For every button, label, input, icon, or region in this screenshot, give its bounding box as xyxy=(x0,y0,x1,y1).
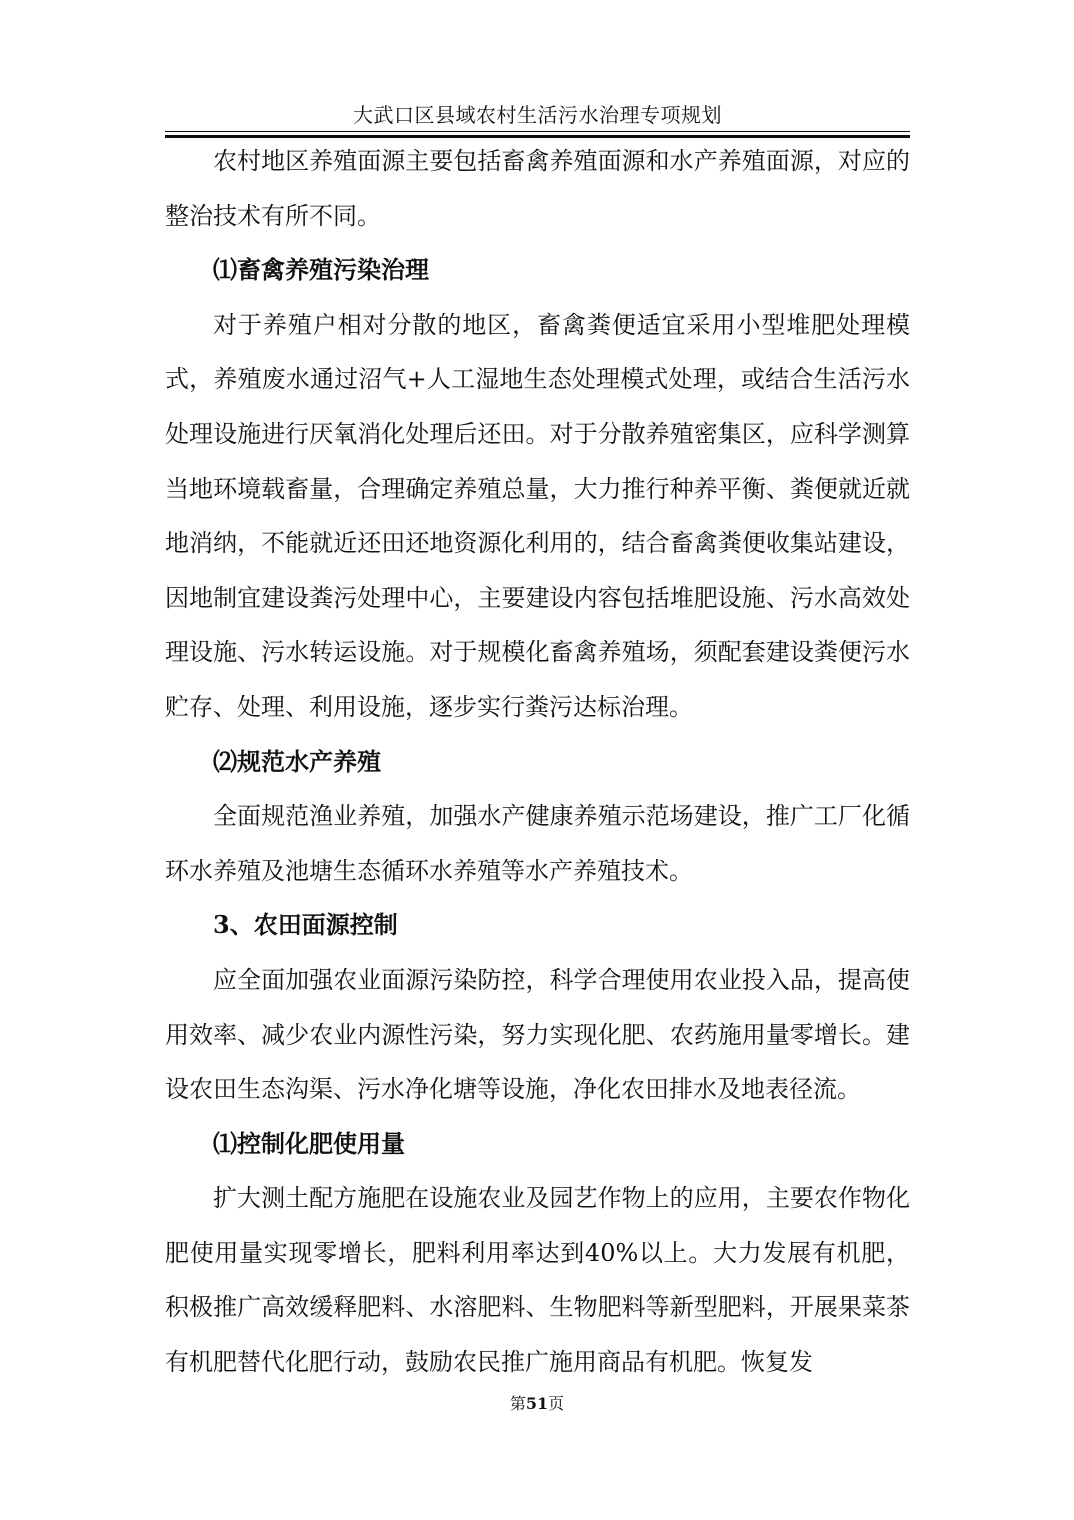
heading-livestock-pollution: ⑴畜禽养殖污染治理 xyxy=(213,255,429,285)
body-text xyxy=(165,134,910,1390)
paragraph-livestock-pollution: 对于养殖户相对分散的地区，畜禽粪便适宜采用小型堆肥处理模式，养殖废水通过沼气+人工湿地生态处理模式处理，或结合生活污水处理设施进行厌氧消化处理后还田。对于分散养殖密集区，应科学测算当地环境载畜量，合理确定养殖总量，大力推行种养平衡、粪便就近就地消纳，不能就近还田还地资源化利用的，结合畜禽粪便收集站建设，因地制宜建设粪污处理中心，主要建设内容包括堆肥设施、污水高效处理设施、污水转运设施。对于规模化畜禽养殖场，须配套建设粪便污水贮存、处理、利用设施，逐步实行粪污达标治理。 xyxy=(165,310,910,721)
paragraph-fertilizer-control: 扩大测土配方施肥在设施农业及园艺作物上的应用，主要农作物化肥使用量实现零增长，肥料利用率达到40%以上。大力发展有机肥，积极推广高效缓释肥料、水溶肥料、生物肥料等新型肥料，开展果菜茶有机肥替代化肥行动，鼓励农民推广施用商品有机肥。恢复发 xyxy=(165,1184,910,1377)
page-footer xyxy=(0,1393,1074,1415)
running-header-title: 大武口区县域农村生活污水治理专项规划 xyxy=(353,103,722,127)
paragraph-aquaculture-regulation: 全面规范渔业养殖，加强水产健康养殖示范场建设，推广工厂化循环水养殖及池塘生态循环水养殖等水产养殖技术。 xyxy=(165,802,910,885)
heading-fertilizer-control: ⑴控制化肥使用量 xyxy=(213,1128,405,1158)
paragraph-aquaculture-intro: 农村地区养殖面源主要包括畜禽养殖面源和水产养殖面源，对应的整治技术有所不同。 xyxy=(165,147,910,230)
paragraph-farmland-control: 应全面加强农业面源污染防控，科学合理使用农业投入品，提高使用效率、减少农业内源性污染，努力实现化肥、农药施用量零增长。建设农田生态沟渠、污水净化塘等设施，净化农田排水及地表径流。 xyxy=(165,965,910,1104)
heading-farmland-control: 3、农田面源控制 xyxy=(213,910,398,940)
page-number: 51 xyxy=(525,1394,549,1413)
footer-prefix: 第 xyxy=(509,1394,526,1413)
header-rule-thin xyxy=(165,131,910,132)
heading-aquaculture-regulation: ⑵规范水产养殖 xyxy=(213,746,381,776)
footer-suffix: 页 xyxy=(548,1394,565,1413)
